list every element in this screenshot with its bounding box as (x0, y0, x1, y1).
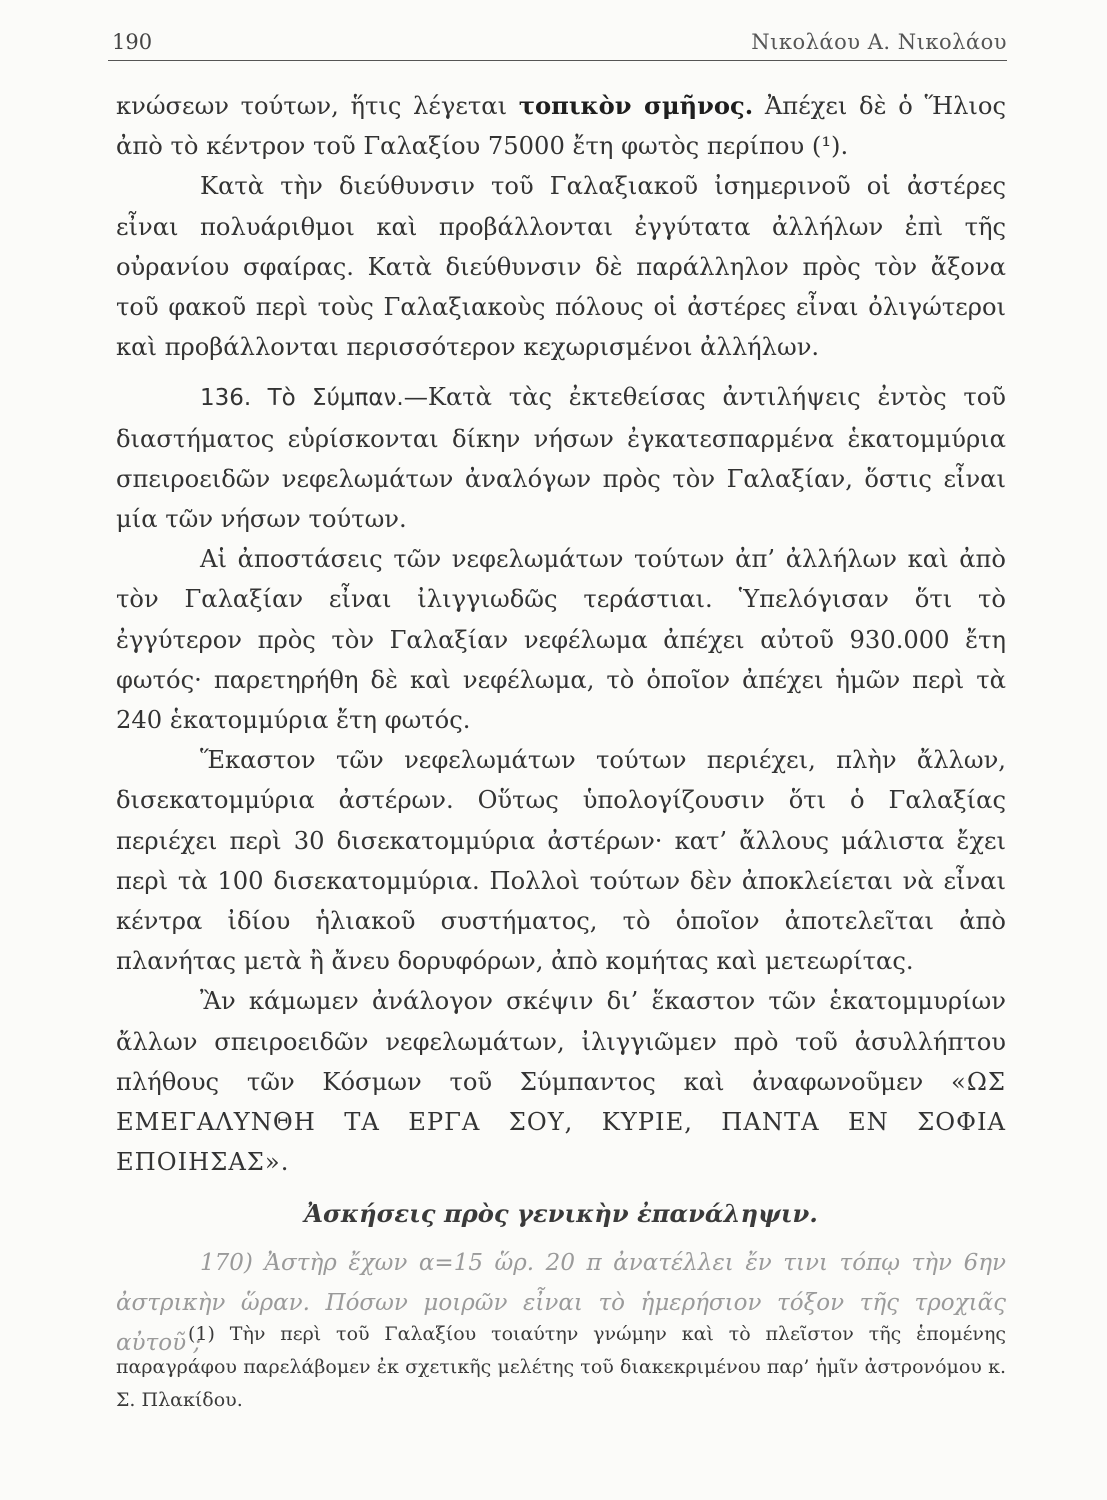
page-number: 190 (112, 30, 153, 54)
exercises-heading: Ἀσκήσεις πρὸς γενικὴν ἐπανάληψιν. (304, 1199, 818, 1229)
exercise-170: 170) Ἀστὴρ ἔχων α=15 ὥρ. 20 π ἀνατέλλει ἔν τινι τόπῳ τὴν 6ην ἀστρικὴν ὥραν. Πόσων μοιρῶν εἶναι τὸ ἡμερήσιον τόξον τῆς τροχιᾶς αὐτοῦ ; (116, 1249, 1006, 1356)
bold-term: τοπικὸν σμῆνος. (518, 91, 754, 120)
paragraph-text: Ἂν κάμωμεν ἀνάλογον σκέψιν δι’ ἕκαστον τῶν ἑκατομμυρίων ἄλλων σπειροειδῶν νεφελωμάτων, ἰλιγγιῶμεν πρὸ τοῦ ἀσυλλήπτου πλήθους τῶν Κόσμων τοῦ Σύμπαντος καὶ ἀναφωνοῦμεν (116, 987, 1006, 1096)
paragraph-text: Ἀπέχει δὲ ὁ Ἥλιος ἀπὸ τὸ κέντρον τοῦ Γαλαξίου 75000 ἔτη φωτὸς περίπου (¹). (116, 92, 1006, 161)
paragraph-stars-count: Ἕκαστον τῶν νεφελωμάτων τούτων περιέχει, πλὴν ἄλλων, δισεκατομμύρια ἀστέρων. Οὕτως ὑπολογίζουσιν ὅτι ὁ Γαλαξίας περιέχει περὶ 30 δισεκατομμύρια ἀστέρων· κατ’ ἄλλους μάλιστα ἔχει περὶ τὰ 100 δισεκατομμύρια. Πολλοὶ τούτων δὲν ἀποκλείεται νὰ εἶναι κέντρα ἰδίου ἡλιακοῦ συστήματος, τὸ ὁποῖον ἀποτελεῖται ἀπὸ πλανήτας μετὰ ἢ ἄνευ δορυφόρων, ἀπὸ κομήτας καὶ μετεωρίτας. (116, 746, 1006, 976)
psalm-quote: «ΩΣ ΕΜΕΓΑΛΥΝΘΗ ΤΑ ΕΡΓΑ ΣΟΥ, ΚΥΡΙΕ, ΠΑΝΤΑ ΕΝ ΣΟΦΙΑ ΕΠΟΙΗΣΑΣ». (116, 1067, 1006, 1177)
section-136 (116, 377, 1006, 539)
paragraph-distances: Αἱ ἀποστάσεις τῶν νεφελωμάτων τούτων ἀπ’ ἀλλήλων καὶ ἀπὸ τὸν Γαλαξίαν εἶναι ἰλιγγιωδῶς τεράστιαι. Ὑπελόγισαν ὅτι τὸ ἐγγύτερον πρὸς τὸν Γαλαξίαν νεφέλωμα ἀπέχει αὐτοῦ 930.000 ἔτη φωτός· παρετηρήθη δὲ καὶ νεφέλωμα, τὸ ὁποῖον ἀπέχει ἡμῶν περὶ τὰ 240 ἑκατομμύρια ἔτη φωτός. (116, 545, 1006, 735)
paragraph-galactic-equator: Κατὰ τὴν διεύθυνσιν τοῦ Γαλαξιακοῦ ἰσημερινοῦ οἱ ἀστέρες εἶναι πολυάριθμοι καὶ προβάλλονται ἐγγύτατα ἀλλήλων ἐπὶ τῆς οὐρανίου σφαίρας. Κατὰ διεύθυνσιν δὲ παράλληλον πρὸς τὸν ἄξονα τοῦ φακοῦ περὶ τοὺς Γαλαξιακοὺς πόλους οἱ ἀστέρες εἶναι ὀλιγώτεροι καὶ προβάλλονται περισσότερον κεχωρισμένοι ἀλλήλων. (116, 172, 1006, 362)
section-title: 136. Τὸ Σύμπαν. (200, 385, 404, 412)
footnote-text: (1) Τὴν περὶ τοῦ Γαλαξίου τοιαύτην γνώμην καὶ τὸ πλεῖστον τῆς ἑπομένης παραγράφου παρελάβομεν ἐκ σχετικῆς μελέτης τοῦ διακεκριμένου παρ’ ἡμῖν ἀστρονόμου κ. Σ. Πλακίδου. (116, 1323, 1006, 1411)
page-header (108, 26, 1007, 61)
main-text (116, 86, 1006, 1363)
footnote (116, 1318, 1006, 1417)
paragraph-closing (116, 981, 1006, 1182)
paragraph-continuation (116, 86, 1006, 166)
paragraph-text: —Κατὰ τὰς ἐκτεθείσας ἀντιλήψεις ἐντὸς τοῦ διαστήματος εὑρίσκονται δίκην νήσων ἐγκατεσπαρμένα ἑκατομμύρια σπειροειδῶν νεφελωμάτων ἀναλόγων πρὸς τὸν Γαλαξίαν, ὅστις εἶναι μία τῶν νήσων τούτων. (116, 383, 1006, 534)
running-head: Νικολάου Α. Νικολάου (751, 30, 1007, 54)
paragraph-text: κνώσεων τούτων, ἥτις λέγεται (116, 92, 519, 120)
